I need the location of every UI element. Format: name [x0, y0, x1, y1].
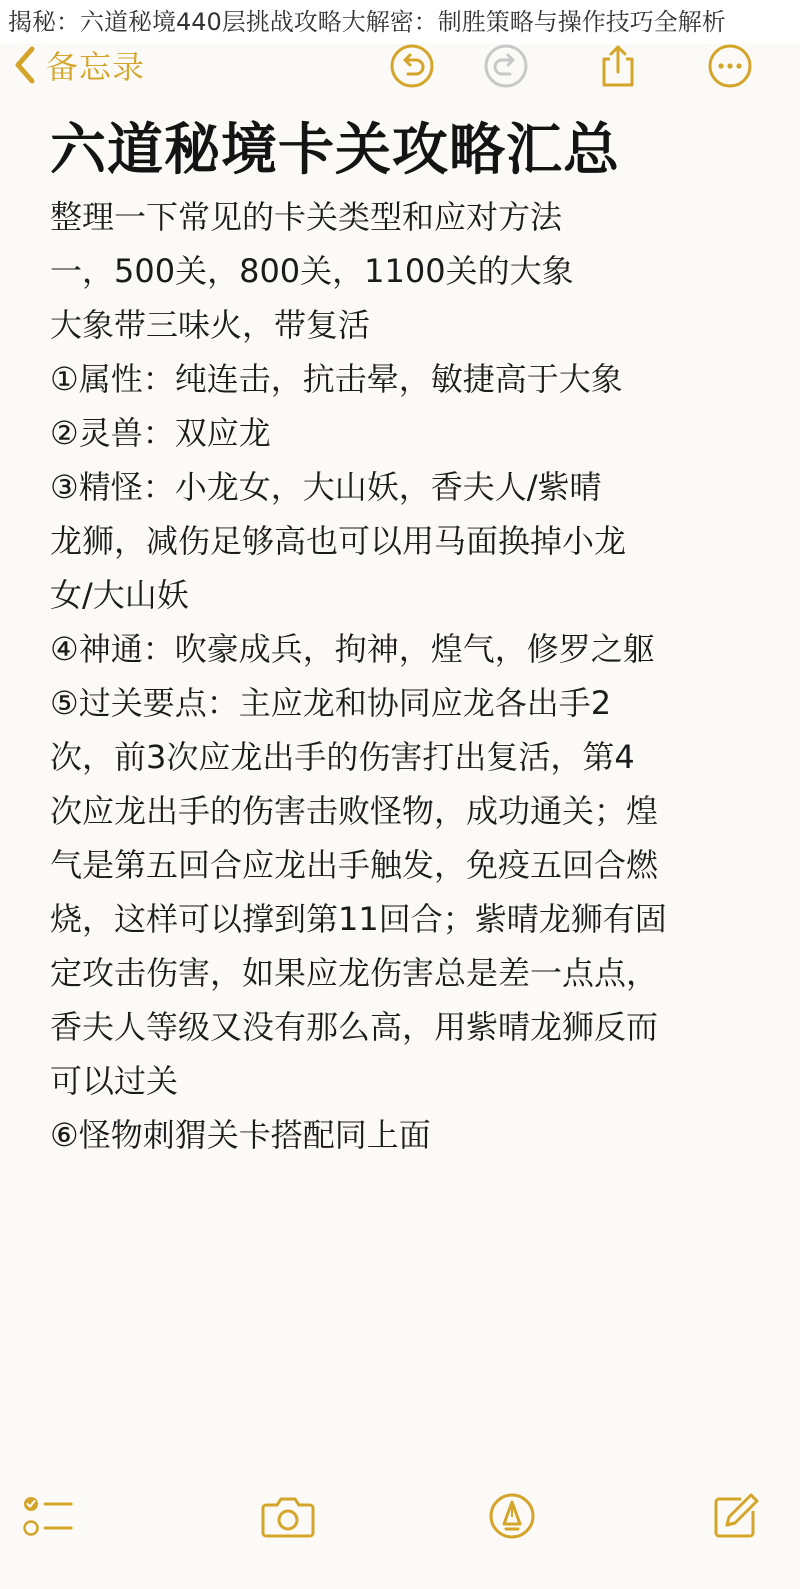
note-toolbar [0, 36, 800, 96]
redo-button[interactable] [482, 42, 530, 90]
note-line: ②灵兽：双应龙 [50, 414, 271, 452]
bottom-toolbar [0, 1480, 800, 1550]
note-line: ①属性：纯连击，抗击晕，敏捷高于大象 [50, 360, 623, 398]
note-line: 大象带三味火，带复活 [50, 306, 371, 344]
note-line: 龙狮，减伤足够高也可以用马面换掉小龙 [50, 522, 627, 560]
compose-button[interactable] [708, 1488, 764, 1544]
more-button[interactable] [706, 42, 754, 90]
checklist-button[interactable] [20, 1488, 76, 1544]
note-line: 次，前3次应龙出手的伤害打出复活，第4 [50, 738, 635, 776]
markup-button[interactable] [484, 1488, 540, 1544]
note-title: 六道秘境卡关攻略汇总 [50, 118, 620, 183]
note-body [50, 190, 750, 1162]
note-line: ③精怪：小龙女，大山妖，香夫人/紫晴 [50, 468, 602, 506]
undo-button[interactable] [388, 42, 436, 90]
note-line: 可以过关 [50, 1062, 179, 1100]
chevron-left-icon [14, 46, 36, 84]
note-line: 整理一下常见的卡关类型和应对方法 [50, 198, 563, 236]
camera-icon [260, 1493, 316, 1539]
note-line: 次应龙出手的伤害击败怪物，成功通关；煌 [50, 792, 659, 830]
note-line: 气是第五回合应龙出手触发，免疫五回合燃 [50, 846, 659, 884]
markup-pen-icon [487, 1491, 537, 1541]
back-label: 备忘录 [46, 48, 146, 86]
note-line: ⑤过关要点：主应龙和协同应龙各出手2 [50, 684, 612, 722]
note-line: 定攻击伤害，如果应龙伤害总是差一点点， [50, 954, 659, 992]
camera-button[interactable] [260, 1488, 316, 1544]
note-line: 女/大山妖 [50, 576, 189, 614]
redo-icon [483, 43, 529, 89]
share-button[interactable] [594, 42, 642, 90]
checklist-icon [21, 1491, 75, 1541]
note-line: 烧，这样可以撑到第11回合；紫晴龙狮有固 [50, 900, 667, 938]
more-icon [707, 43, 753, 89]
note-line: ④神通：吹豪成兵，拘神，煌气，修罗之躯 [50, 630, 655, 668]
share-icon [598, 43, 638, 89]
note-line: 一，500关，800关，1100关的大象 [50, 252, 574, 290]
back-button[interactable] [14, 40, 145, 90]
compose-icon [711, 1491, 761, 1541]
note-content[interactable] [0, 100, 800, 1440]
note-line: ⑥怪物刺猬关卡搭配同上面 [50, 1116, 431, 1154]
page-caption: 揭秘：六道秘境440层挑战攻略大解密：制胜策略与操作技巧全解析 [0, 0, 800, 44]
undo-icon [389, 43, 435, 89]
note-line: 香夫人等级又没有那么高，用紫晴龙狮反而 [50, 1008, 659, 1046]
